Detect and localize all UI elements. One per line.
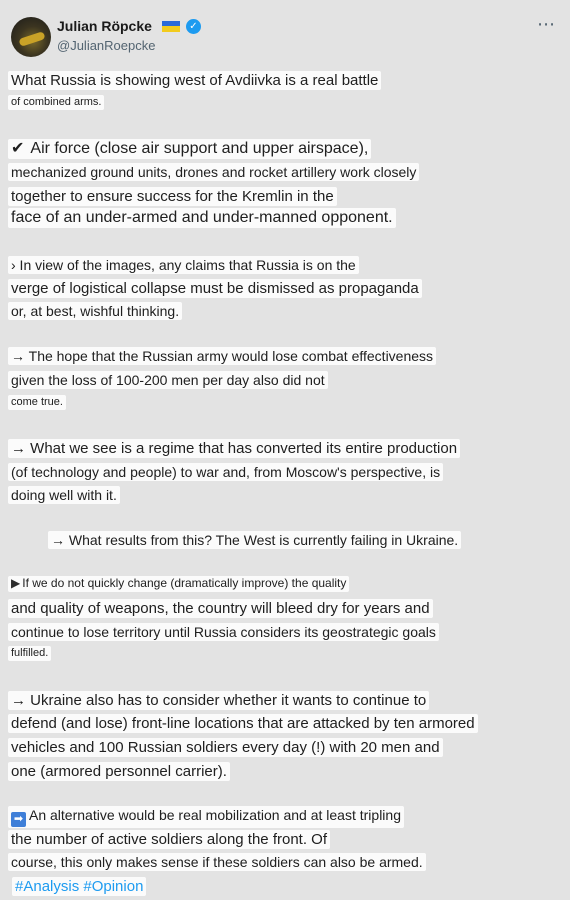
post-line: and quality of weapons, the country will bleed dry for years and <box>8 599 433 618</box>
post-line: ▶ If we do not quickly change (dramatically improve) the quality <box>8 576 349 592</box>
post-line: the number of active soldiers along the front. Of <box>8 830 330 849</box>
post-line: → What we see is a regime that has converted its entire production <box>8 439 460 458</box>
post-line: face of an under-armed and under-manned opponent. <box>8 208 396 228</box>
verified-badge-icon: ✓ <box>186 19 201 34</box>
arrow-right-icon: ➡ <box>11 812 26 827</box>
post-line: defend (and lose) front-line locations that are attacked by ten armored <box>8 714 478 733</box>
post-line: vehicles and 100 Russian soldiers every day (!) with 20 men and <box>8 738 443 757</box>
more-options-icon[interactable]: ⋯ <box>537 14 556 34</box>
post-line: come true. <box>8 395 66 410</box>
author-name[interactable]: Julian Röpcke <box>57 18 152 34</box>
play-icon: ▶ <box>11 576 21 590</box>
post-line: → What results from this? The West is currently failing in Ukraine. <box>48 531 461 549</box>
post-line: given the loss of 100-200 men per day also did not <box>8 371 328 389</box>
post-line: verge of logistical collapse must be dismissed as propaganda <box>8 279 422 298</box>
post-line: mechanized ground units, drones and rocket artillery work closely <box>8 163 419 181</box>
avatar[interactable] <box>11 17 51 57</box>
post-line: of combined arms. <box>8 95 104 110</box>
post-line: one (armored personnel carrier). <box>8 762 230 781</box>
post-line: together to ensure success for the Kremlin in the <box>8 187 337 206</box>
post-header <box>0 0 570 64</box>
post-line: › In view of the images, any claims that Russia is on the <box>8 256 359 274</box>
post-line: ➡ An alternative would be real mobilization and at least tripling <box>8 806 404 828</box>
author-handle[interactable]: @JulianRoepcke <box>57 38 156 53</box>
post-line: or, at best, wishful thinking. <box>8 302 182 320</box>
hashtags[interactable]: #Analysis #Opinion <box>12 877 146 896</box>
post-line: → Ukraine also has to consider whether it wants to continue to <box>8 691 429 710</box>
post-line: What Russia is showing west of Avdiivka is a real battle <box>8 71 381 90</box>
author-name-row <box>57 18 201 34</box>
post-line: continue to lose territory until Russia considers its geostrategic goals <box>8 623 439 641</box>
post-line: (of technology and people) to war and, from Moscow's perspective, is <box>8 463 443 481</box>
post-line: fulfilled. <box>8 646 51 661</box>
ukraine-flag-icon <box>162 21 180 32</box>
post-line: ✔ Air force (close air support and upper airspace), <box>8 139 371 159</box>
checkmark-icon: ✔ <box>11 140 25 157</box>
post-line: doing well with it. <box>8 486 120 504</box>
post-line: → The hope that the Russian army would lose combat effectiveness <box>8 347 436 365</box>
post-line: course, this only makes sense if these soldiers can also be armed. <box>8 853 426 871</box>
